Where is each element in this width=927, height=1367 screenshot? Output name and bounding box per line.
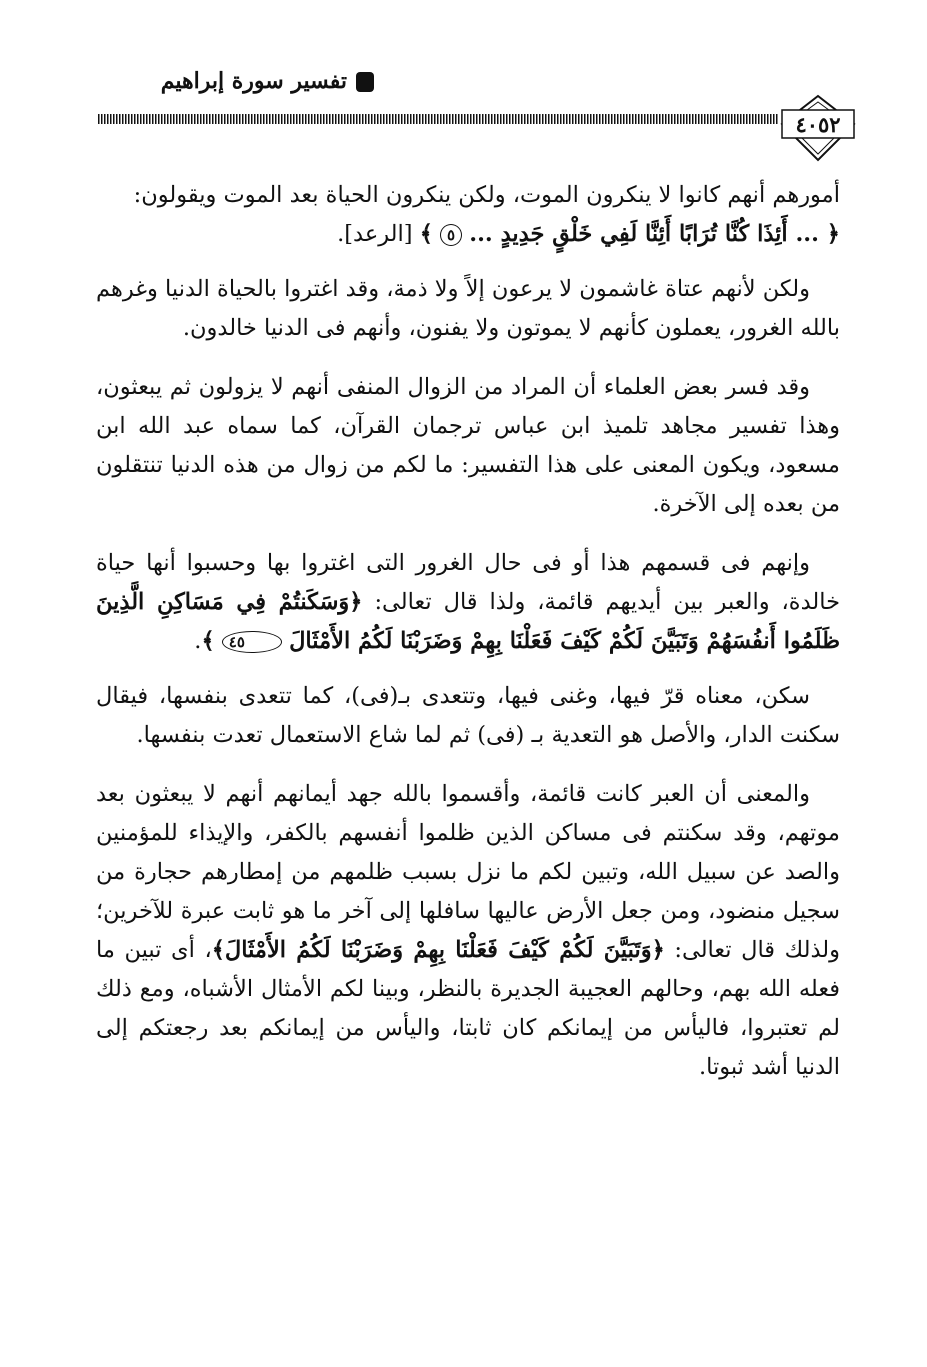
title-ornament-icon xyxy=(356,72,374,92)
paragraph-1-text-b: [الرعد]. xyxy=(337,221,413,247)
paragraph-4 xyxy=(96,544,840,661)
running-title: تفسير سورة إبراهيم xyxy=(160,68,347,94)
quran-verse-2: ﴿وَسَكَنتُمْ فِي مَسَاكِنِ الَّذِينَ ظَلَمُوا أَنفُسَهُمْ وَتَبَيَّنَ لَكُمْ كَيْفَ فَعَلْنَا بِهِمْ وَضَرَبْنَا لَكُمُ الأَمْثَالَ xyxy=(96,589,840,654)
paragraph-5: سكن، معناه قرّ فيها، وغنى فيها، وتتعدى بـ(فى)، كما تتعدى بنفسها، فيقال سكنت الدار، والأصل هو التعدية بـ (فى) ثم لما شاع الاستعمال تعدت بنفسها. xyxy=(96,683,840,748)
paragraph-3: وقد فسر بعض العلماء أن المراد من الزوال المنفى أنهم لا يزولون ثم يبعثون، وهذا تفسير مجاهد تلميذ ابن عباس ترجمان القرآن، كما سماه عبد الله ابن مسعود، ويكون المعنى على هذا التفسير: ما لكم من زوال من هذه الدنيا تنتقلون من بعده إلى الآخرة. xyxy=(96,374,840,517)
quran-verse-2-close: ﴾ xyxy=(201,628,215,654)
paragraph-4-text-b: . xyxy=(194,628,202,654)
quran-verse-3: ﴿وَتَبَيَّنَ لَكُمْ كَيْفَ فَعَلْنَا بِهِمْ وَضَرَبْنَا لَكُمُ الأَمْثَالَ﴾ xyxy=(211,937,665,963)
paragraph-1 xyxy=(96,176,840,254)
header-rule xyxy=(98,114,778,124)
page-header xyxy=(0,0,927,170)
paragraph-1-text-a: أمورهم أنهم كانوا لا ينكرون الموت، ولكن ينكرون الحياة بعد الموت ويقولون: xyxy=(133,182,840,208)
paragraph-6 xyxy=(96,775,840,1087)
quran-verse-1: ﴿ ... أَئِذَا كُنَّا تُرَابًا أَئِنَّا لَفِي خَلْقٍ جَدِيدٍ ... xyxy=(469,221,840,247)
ayah-number-marker-2: ٤٥ xyxy=(222,631,282,653)
paragraph-4-text-a: وإنهم فى قسمهم هذا أو فى حال الغرور التى اغتروا بها وحسبوا أنها حياة خالدة، والعبر بين أيديهم قائمة، ولذا قال تعالى: xyxy=(96,550,841,615)
page-number: ٤٠٥٢ xyxy=(795,112,841,137)
paragraph-2: ولكن لأنهم عتاة غاشمون لا يرعون إلاً ولا ذمة، وقد اغتروا بالحياة الدنيا وغرهم بالله الغرور، يعملون كأنهم لا يموتون ولا يفنون، وأنهم فى الدنيا خالدون. xyxy=(96,276,840,341)
paragraph-6-text-b: ، أى تبين ما فعله الله بهم، وحالهم العجيبة الجديرة بالنظر، وبينا لكم الأمثال الأشباه، ومع ذلك لم تعتبروا، فاليأس من إيمانكم كان ثابتا، واليأس من إيمانكم بعد رجعتكم إلى الدنيا أشد ثبوتا. xyxy=(96,937,840,1080)
paragraph-6-text-a: والمعنى أن العبر كانت قائمة، وأقسموا بالله جهد أيمانهم أنهم لا يبعثون بعد موتهم، وقد سكنتم فى مساكن الذين ظلموا أنفسهم بالكفر، والإيذاء للمؤمنين والصد عن سبيل الله، وتبين لكم ما نزل بسبب ظلمهم من إمطارهم حجارة من سجيل منضود، ومن جعل الأرض عاليها سافلها إلى آخر ما هو ثابت عبرة للآخرين؛ ولذلك قال تعالى: xyxy=(96,781,840,963)
page-number-badge xyxy=(778,92,858,164)
quran-verse-1-close: ﴾ xyxy=(419,221,433,247)
page-body xyxy=(96,176,840,1107)
ayah-number-marker-1: ٥ xyxy=(440,224,462,246)
